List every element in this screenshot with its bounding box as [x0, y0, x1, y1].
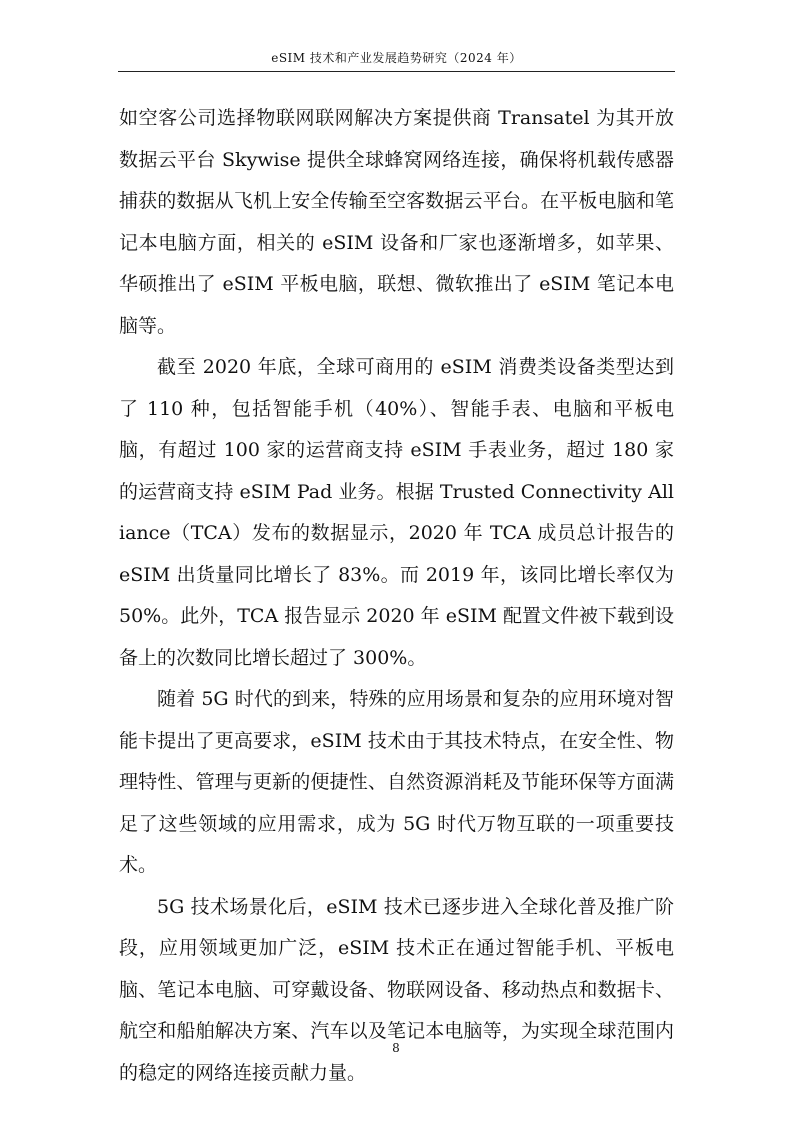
- paragraph-continued: 如空客公司选择物联网联网解决方案提供商 Transatel 为其开放数据云平台 Skywise 提供全球蜂窝网络连接，确保将机载传感器捕获的数据从飞机上安全传输至空客数据云平台。在平板电脑和笔记本电脑方面，相关的 eSIM 设备和厂家也逐渐增多，如苹果、华硕推出了 eSIM 平板电脑，联想、微软推出了 eSIM 笔记本电脑等。: [119, 107, 674, 337]
- paragraph-esim-device-stats: 截至 2020 年底，全球可商用的 eSIM 消费类设备类型达到了 110 种，包括智能手机（40%）、智能手表、电脑和平板电脑，有超过 100 家的运营商支持 eSIM 手表业务，超过 180 家的运营商支持 eSIM Pad 业务。根据 Trusted Connectivity Alliance（TCA）发布的数据显示，2020 年 TCA 成员总计报告的 eSIM 出货量同比增长了 83%。而 2019 年，该同比增长率仅为 50%。此外，TCA 报告显示 2020 年 eSIM 配置文件被下载到设备上的次数同比增长超过了 300%。: [119, 356, 674, 669]
- paragraph-5g-era: 随着 5G 时代的到来，特殊的应用场景和复杂的应用环境对智能卡提出了更高要求，eSIM 技术由于其技术特点，在安全性、物理特性、管理与更新的便捷性、自然资源消耗及节能环保等方面满足了这些领域的应用需求，成为 5G 时代万物互联的一项重要技术。: [119, 688, 674, 876]
- page-number: 8: [392, 1041, 400, 1055]
- running-header: eSIM 技术和产业发展趋势研究（2024 年）: [271, 51, 522, 65]
- paragraph-5g-scenarios: 5G 技术场景化后，eSIM 技术已逐步进入全球化普及推广阶段，应用领域更加广泛，eSIM 技术正在通过智能手机、平板电脑、笔记本电脑、可穿戴设备、物联网设备、移动热点和数据卡、航空和船舶解决方案、汽车以及笔记本电脑等，为实现全球范围内的稳定的网络连接贡献力量。: [119, 895, 674, 1084]
- header-divider: [118, 71, 675, 72]
- body-text: [119, 98, 674, 1094]
